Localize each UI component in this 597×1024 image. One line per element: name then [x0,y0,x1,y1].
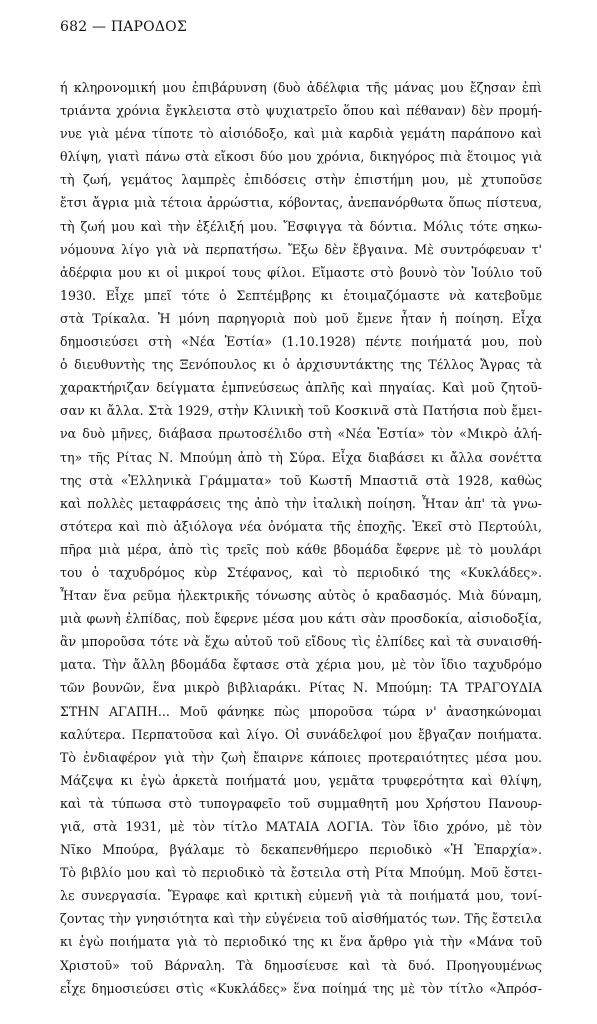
text-line: να δυὸ μῆνες, διάβασα πρωτοσέλιδο στὴ «Νέα Ἑστία» τὸν «Μικρὸ ἀλή- [60,426,542,442]
text-line: ή κληρονομική μου ἐπιβάρυνση (δυὸ ἀδέλφια τῆς μάνας μου ἔζησαν ἐπὶ [60,80,542,95]
running-head: 682 — ΠΑΡΟΔΟΣ [60,19,187,35]
text-line: ματα. Τὴν ἄλλη βδομάδα ἔφτασε στὰ χέρια μου, μὲ τὸν ἴδιο ταχυδρόμο [60,657,542,673]
text-line: τὴ ζωή, γεμάτος λαμπρὲς ἐπιδόσεις στὴν ἐπιστήμη μου, μὲ χτυποῦσε [60,172,542,188]
text-line: 1930. Εἶχε μπεῖ τότε ὁ Σεπτέμβρης κι ἑτοιμαζόμαστε νὰ κατεβοῦμε [60,287,542,303]
text-line: στότερα καὶ πιὸ ἀξιόλογα νέα ὀνόματα τῆς ἐποχῆς. Ἐκεῖ στὸ Περτούλι, [60,518,542,534]
text-line: νυε γιὰ μένα τίποτε τὸ αἰσιόδοξο, καὶ μιὰ καρδιὰ γεμάτη παράπονο καὶ [60,126,542,142]
text-line: μιὰ φωνὴ ἐλπίδας, ποὺ ἔφερνε μέσα μου κάτι σὰν προσδοκία, αἰσιοδοξία, [60,611,542,627]
text-line: Μάζεψα κι ἐγὼ ἀρκετὰ ποιήματά μου, γεμᾶτα τρυφερότητα καὶ θλίψη, [60,772,542,788]
text-line: της στὰ «Ἑλληνικὰ Γράμματα» τοῦ Κωστῆ Μπαστιᾶ στὰ 1928, καθὼς [60,472,542,488]
text-line: Νῖκο Μπούρα, βγάλαμε τὸ δεκαπενθήμερο περιοδικὸ «Ἡ Ἐπαρχία». [60,842,542,858]
text-line: ἔτσι ἄγρια μιὰ τέτοια ἀρρώστια, κόβοντας, ἀνεπανόρθωτα ὅπως πίστευα, [60,195,542,211]
text-line: καὶ τὰ τύπωσα στὸ τυπογραφεῖο τοῦ συμμαθητῆ μου Χρήστου Πανουρ- [60,795,542,811]
text-line: γιᾶ, στὰ 1931, μὲ τὸν τίτλο ΜΑΤΑΙΑ ΛΟΓΙΑ. Τὸν ἴδιο χρόνο, μὲ τὸν [60,819,542,834]
text-line: καὶ πολλὲς μεταφράσεις της ἀπὸ τὴν ἰταλικὴ ποίηση. Ἦταν ἀπ' τὰ γνω- [60,495,542,511]
text-line: νόμουνα λίγο γιὰ νὰ περπατήσω. Ἔξω δὲν ἔβγαινα. Μὲ συντρόφευαν τ' [60,241,542,257]
text-line: Τὸ βιβλίο μου καὶ τὸ περιοδικὸ τὰ ἔστειλα στὴ Ρίτα Μπούμη. Μοῦ ἔστει- [60,865,542,881]
text-line: καλύτερα. Περπατοῦσα καὶ λίγο. Οἱ συνάδελφοί μου ἔβγαζαν ποιήματα. [60,726,542,742]
text-line: ΣΤΗΝ ΑΓΑΠΗ... Μοῦ φάνηκε πὼς μποροῦσα τώρα ν' ἀνασηκώνομαι [60,703,542,719]
text-line: θλίψη, γιατὶ πάνω στὰ εἴκοσι δύο μου χρόνια, δικηγόρος πιὰ ἕτοιμος γιὰ [60,149,542,165]
text-line: Τὸ ἐνδιαφέρον γιὰ τὴν ζωὴ ἔπαιρνε κάποιες προτεραιότητες μέσα μου. [60,749,542,765]
text-line: λε συνεργασία. Ἔγραφε καὶ κριτικὴ εὐμενῆ γιὰ τὰ ποιήματά μου, τονί- [60,888,542,904]
text-line: τὴ ζωή μου καὶ τὴν ἐξέλιξή μου. Ἔσφιγγα τὰ δόντια. Μόλις τότε σηκω- [60,218,542,234]
text-line: χαρακτήριζαν δείγματα ἐμπνεύσεως ἁπλῆς καὶ πηγαίας. Καὶ μοῦ ζητοῦ- [60,380,542,396]
text-line: ἀδέρφια μου κι οἱ μικροί τους φίλοι. Εἴμαστε στὸ βουνὸ τὸν Ἰούλιο τοῦ [60,264,542,280]
text-line: ζοντας τὴν γνησιότητα καὶ τὴν εὐγένεια τοῦ αἰσθήματός των. Τῆς ἔστειλα [60,911,542,927]
text-line: πῆρα μιὰ μέρα, ἀπὸ τὶς τρεῖς ποὺ κάθε βδομάδα ἔφερνε μὲ τὸ μουλάρι [60,541,542,557]
text-line: Ἦταν ἕνα ρεῦμα ἠλεκτρικῆς τόνωσης αὐτὸς ὁ κραδασμός. Μιὰ δύναμη, [60,588,542,604]
text-line: τῶν βουνῶν, ἕνα μικρὸ βιβλιαράκι. Ρίτας Ν. Μπούμη: ΤΑ ΤΡΑΓΟΥΔΙΑ [60,680,542,696]
text-line: εἶχε δημοσιεύσει στὶς «Κυκλάδες» ἕνα ποίημά της μὲ τὸν τίτλο «Ἀπρόσ- [60,980,542,996]
text-line: σαν κι ἄλλα. Στὰ 1929, στὴν Κλινικὴ τοῦ Κοσκινᾶ στὰ Πατήσια ποὺ ἔμει- [60,403,542,419]
text-line: δημοσιεύσει στὴ «Νέα Ἑστία» (1.10.1928) πέντε ποιήματά μου, ποὺ [60,334,542,350]
text-line: του ὁ ταχυδρόμος κὺρ Στέφανος, καὶ τὸ περιοδικό της «Κυκλάδες». [60,564,542,580]
text-line: τη» τῆς Ρίτας Ν. Μπούμη ἀπὸ τὴ Σύρα. Εἶχα διαβάσει κι ἄλλα σονέττα [60,449,542,465]
text-line: τριάντα χρόνια ἔγκλειστα στὸ ψυχιατρεῖο ὅπου καὶ πέθαναν) δὲν προμή- [60,103,542,119]
text-line: κι ἐγὼ ποιήματα γιὰ τὸ περιοδικό της κι ἕνα ἄρθρο γιὰ τὴν «Μάνα τοῦ [60,934,542,950]
text-line: στὰ Τρίκαλα. Ἡ μόνη παρηγοριὰ ποὺ μοῦ ἔμενε ἦταν ἡ ποίηση. Εἶχα [60,310,542,326]
text-line: ἂν μποροῦσα τότε νὰ ἔχω αὐτοῦ τοῦ εἴδους τὶς ἐλπίδες καὶ τὰ συναισθή- [60,634,542,650]
text-line: Χριστοῦ» τοῦ Βάρναλη. Τὰ δημοσίευσε καὶ τὰ δυό. Προηγουμένως [60,957,542,973]
text-line: ὁ διευθυντὴς της Ξενόπουλος κι ὁ ἀρχισυντάκτης της Τέλλος Ἄγρας τὰ [60,357,542,373]
body-text [60,76,542,1000]
